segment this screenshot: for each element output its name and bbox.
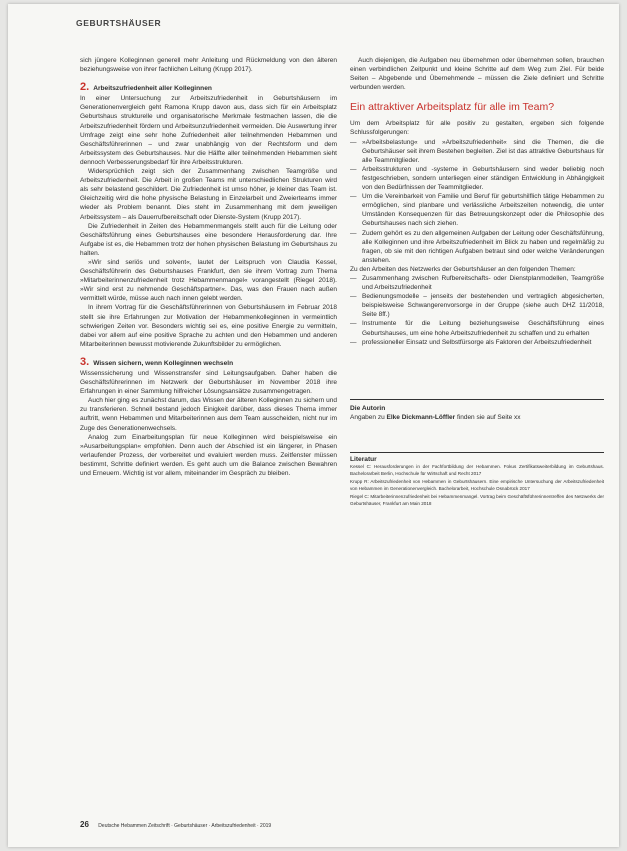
- list-item-text: Bedienungsmodelle – jenseits der bestehenden und vertraglich abgesicherten, beispielsweise Schwangerenvorsorge in der Gruppe (siehe auch DHZ 11/2018, Seite 8ff.): [362, 293, 604, 319]
- dash-bullet: —: [350, 138, 357, 146]
- author-prefix: Angaben zu: [350, 413, 387, 421]
- list-item: [350, 319, 604, 337]
- s2-paragraph-2: Widersprüchlich zeigt sich der Zusammenhang zwischen Teamgröße und Arbeitszufriedenheit. Die Arbeit in großen Teams mit unterschiedlichen Strukturen wird als sehr belastend geschildert. Die Zufriedenheit ist umso höher, je kleiner das Team ist. Gleichzeitig wird die hohe physische Belastung in Einzelarbeit und Zweierteams immer wieder als Problem benannt. Dies steht im Zusammenhang mit dem jeweiligen Arbeitssystem – als Dauerrufbereitschaft oder Dienste-System (Krupp 2017).: [80, 168, 337, 221]
- section-3-title: Wissen sichern, wenn Kolleginnen wechseln: [93, 359, 234, 367]
- section-2-title: Arbeitszufriedenheit aller Kolleginnen: [93, 85, 212, 93]
- list-item-text: Arbeitsstrukturen und -systeme in Geburtshäusern sind weder beliebig noch festgeschrieben, sondern unterliegen einer ständigen Entwicklung in Abhängigkeit von den Bedürfnissen der Teammitglieder.: [362, 165, 604, 192]
- literature-entry: Riegel C: Mitarbeiterinnenzufriedenheit bei Hebammenmangel. Vortrag beim Geschäftsführerinnentreffen des Netzwerks der Geburtshäuser, Frankfurt am Main 2018: [350, 494, 604, 506]
- subheading-attractive-workplace: Ein attraktiver Arbeitsplatz für alle im Team?: [350, 101, 555, 114]
- list-item-text: »Arbeitsbelastung« und »Arbeitszufriedenheit« sind die Themen, die die Geburtshäuser seit ihrem Bestehen begleiten. Ziel ist das attraktive Geburtshaus für alle Teammitglieder.: [362, 138, 604, 164]
- author-suffix: finden sie auf Seite xx: [455, 413, 521, 421]
- list-item: [350, 229, 604, 265]
- s3-paragraph-3: Analog zum Einarbeitungsplan für neue Kolleginnen wird beispielsweise ein »Ausarbeitungsplan« empfohlen. Denn auch der Abschied ist ein längerer, in Phasen verlaufender Prozess, der vorbereitet und evaluiert werden muss. Zeitfenster müssen bestimmt, Schritte definiert werden. Es geht auch um die Balance zwischen Bewahren und Erneuern. Wichtig ist vor allem, miteinander im Gespräch zu bleiben.: [80, 433, 337, 478]
- list-item-text: Zusammenhang zwischen Rufbereitschafts- oder Dienstplanmodellen, Teamgröße und Arbeitszufriedenheit: [362, 274, 604, 292]
- left-intro-paragraph: sich jüngere Kolleginnen generell mehr Anleitung und Rückmeldung von den älteren beziehungsweise von ihrer fachlichen Leitung (Krupp 2017).: [80, 57, 337, 74]
- dash-bullet: —: [350, 338, 357, 346]
- left-column: [80, 56, 337, 478]
- page-number: 26: [80, 820, 89, 829]
- right-column: [350, 56, 604, 509]
- list-item-text: professioneller Einsatz und Selbstfürsorge als Faktoren der Arbeitszufriedenheit: [362, 338, 592, 346]
- list-item-text: Zudem gehört es zu den allgemeinen Aufgaben der Leitung oder Geschäftsführung, alle Kolleginnen und ihre Arbeitszufriedenheit im Blick zu haben und regelmäßig zu fragen, ob sie mit den richtigen Aufgaben betraut sind oder welche Veränderungen anstehen.: [362, 229, 604, 264]
- s2-paragraph-5: In ihrem Vortrag für die Geschäftsführerinnen von Geburtshäusern im Februar 2018 stellt sie ihre Erfahrungen zur Motivation der Hebammenkolleginnen in vermeintlich schwierigen Zeiten vor. Besonders wichtig sei es, eine positive Energie zu vermitteln, dabei vor allem auf eine positive Sprache zu achten und den Hebammen und anderen Mitarbeiterinnen bewusst motivierende Zukunftsbilder zu ermöglichen.: [80, 304, 337, 348]
- author-box-title: Die Autorin: [350, 404, 386, 412]
- list-item: [350, 138, 604, 165]
- conclusions-lead: Um dem Arbeitsplatz für alle positiv zu gestalten, ergeben sich folgende Schlussfolgerungen:: [350, 120, 604, 137]
- s3-paragraph-2: Auch hier ging es zunächst darum, das Wissen der älteren Kolleginnen zu sichern und zu transferieren. Schnell bestand jedoch Einigkeit darüber, dass dieses Thema immer auftritt, wenn Hebammen und Mitarbeiterinnen aus dem Team ausscheiden, nicht nur im Zuge des Generationenwechsels.: [80, 397, 337, 432]
- section-3-heading: [80, 357, 337, 368]
- author-name: Elke Dickmann-Löffler: [386, 413, 456, 421]
- list-item-text: Um die Vereinbarkeit von Familie und Beruf für geburtshilflich tätige Hebammen zu ermöglichen, sind planbare und verlässliche Arbeitszeiten notwendig, die unter Umständen Konsequenzen für das Betreuungskonzept oder die Philosophie des Geburtshauses nach sich ziehen.: [362, 193, 604, 228]
- right-intro-paragraph: Auch diejenigen, die Aufgaben neu übernehmen oder übernehmen sollen, brauchen einen verbindlichen Zeitpunkt und kleine Schritte auf dem Weg zum Ziel. Für beide Seiten – Abgebende und Übernehmende – müssen die Ziele definiert und Schritte verbunden werden.: [350, 57, 604, 92]
- list-item: [350, 165, 604, 192]
- author-box: [350, 399, 604, 422]
- dash-bullet: —: [350, 293, 357, 301]
- page-footer: [80, 820, 607, 829]
- magazine-page: [8, 4, 619, 847]
- literature-title: Literatur: [350, 455, 377, 463]
- list-item: [350, 274, 604, 292]
- dash-bullet: —: [350, 320, 357, 328]
- section-2-number: 2.: [80, 81, 90, 94]
- dash-bullet: —: [350, 229, 357, 237]
- s2-paragraph-1: In einer Untersuchung zur Arbeitszufriedenheit in Geburtshäusern im Generationenvergleich geht Ramona Krupp davon aus, dass sich für ein Arbeitsplatz Geburtshaus strukturelle und organisatorische Merkmale festmachen lassen, die die Arbeitszufriedenheit fördern und Arbeitsunzufriedenheit vermeiden. Die Auswertung ihrer Umfrage zeigt eine sehr hohe Zufriedenheit aller teilnehmenden Hebammen und Geschäftsführerinnen – und zwar unabhängig von der Rechtsform und dem Arbeitssystem des Geburtshauses. Nur die Hälfte aller teilnehmenden Hebammen sieht dennoch Verbesserungsbedarf für ihre Arbeitsstrukturen.: [80, 95, 337, 166]
- s2-paragraph-3: Die Zufriedenheit in Zeiten des Hebammenmangels stellt auch für die Leitung oder Geschäftsführung eines Geburtshauses eine besondere Herausforderung dar. Ihre Aufgabe ist es, die Hebammen trotz der hohen physischen Belastung im Geburtshaus zu halten.: [80, 222, 337, 257]
- section-2-heading: [80, 82, 337, 93]
- list-item: [350, 292, 604, 319]
- footer-text: Deutsche Hebammen Zeitschrift · Geburtshäuser · Arbeitszufriedenheit · 2019: [98, 823, 272, 829]
- literature-entry: Krupp R: Arbeitszufriedenheit von Hebammen in Geburtshäusern. Eine empirische Untersuchung der Arbeitszufriedenheit von Hebammen im Generationenvergleich. Bachelorarbeit, Hochschule Osnabrück 2017: [350, 479, 604, 491]
- dash-bullet: —: [350, 193, 357, 201]
- dash-bullet: —: [350, 165, 357, 173]
- list-item: [350, 192, 604, 228]
- list-item-text: Instrumente für die Leitung beziehungsweise Geschäftsführung eines Geburtshauses, um eine hohe Arbeitszufriedenheit zu schaffen und zu erhalten: [362, 320, 604, 337]
- s3-paragraph-1: Wissenssicherung und Wissenstransfer sind Leitungsaufgaben. Daher haben die Geschäftsführerinnen im Netzwerk der Geburtshäuser im November 2018 ihre Erfahrungen in einer Sammlung hilfreicher Lösungsansätze zusammengetragen.: [80, 370, 337, 396]
- network-topics-list: [350, 274, 604, 347]
- literature-box: [350, 452, 604, 507]
- author-info: [350, 413, 604, 422]
- list-item: [350, 338, 604, 347]
- literature-entry: Kessel C: Herausforderungen in der Fachfortbildung der Hebammen. Fokus Zertifikatsweiterbildung im Geburtshaus. Bachelorarbeit Berlin, Hochschule für Wirtschaft und Recht 2017: [350, 464, 604, 476]
- network-topics-lead: Zu den Arbeiten des Netzwerks der Geburtshäuser an den folgenden Themen:: [350, 265, 576, 273]
- dash-bullet: —: [350, 274, 357, 282]
- conclusions-list: [350, 138, 604, 265]
- section-label: GEBURTSHÄUSER: [76, 18, 162, 28]
- section-3-number: 3.: [80, 355, 90, 368]
- s2-paragraph-4: »Wir sind seriös und solvent«, lautet der Leitspruch von Claudia Kessel, Geschäftsführerin des Geburtshauses Frankfurt, den sie ihrem Vortrag zum Thema »Mitarbeiterinnenzufriedenheit trotz Hebammenmangel« vorangestellt (Riegel 2018). »Wir sind erst zu nehmende Geschäftspartner«. Das, was den Frauen nach außen vermittelt würde, müsse auch nach innen gelebt werden.: [80, 258, 337, 303]
